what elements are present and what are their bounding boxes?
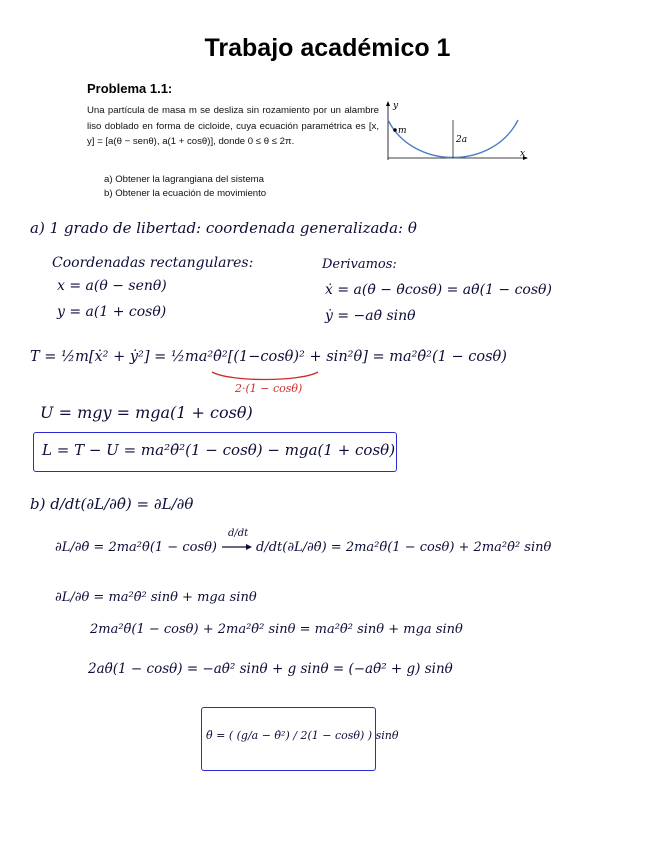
final-equation: θ̈ = ( (g/a − θ̇²) / 2(1 − cosθ) ) sinθ [206,729,399,742]
kinetic-energy-equation: T = ½m[ẋ² + ẏ²] = ½ma²θ̇²[(1−cosθ)² + sin²θ] = ma²θ̇²(1 − cosθ) [30,349,507,365]
step2-equation: 2aθ̈(1 − cosθ) = −aθ̇² sinθ + g sinθ = (−aθ̇² + g) sinθ [88,661,453,677]
dl-dthetadot: ∂L/∂θ̇ = 2ma²θ̇(1 − cosθ) [55,540,218,555]
xdot-equation: ẋ = a(θ̇ − θ̇cosθ) = aθ̇(1 − cosθ) [325,282,552,298]
euler-lagrange-equation: b) d/dt(∂L/∂θ̇) = ∂L/∂θ [30,495,194,513]
y-axis-arrow [386,101,390,106]
x-equation: x = a(θ − senθ) [57,278,167,294]
ddt-result: d/dt(∂L/∂θ̇) = 2ma²θ̈(1 − cosθ) + 2ma²θ̇² sinθ [256,540,552,555]
red-brace-path [212,372,318,380]
page-title: Trabajo académico 1 [204,34,451,62]
red-note: 2·(1 − cosθ) [235,382,303,395]
ydot-equation: ẏ = −aθ̇ sinθ [325,308,416,324]
arrow-head [246,544,252,550]
coords-label: Coordenadas rectangulares: [52,255,254,271]
mass-point [393,128,397,132]
y-equation: y = a(1 + cosθ) [57,304,167,320]
problem-statement: Una partícula de masa m se desliza sin rozamiento por un alambre liso doblado en forma de cicloide, cuya ecuación paramétrica es [x, y] = [a(θ − senθ), a(1 + cosθ)], donde 0 ≤ θ ≤ 2π. [87,105,379,147]
ddt-arrow-label: d/dt [228,528,249,539]
x-label: x [520,149,526,159]
mass-label: m [398,126,407,136]
item-b: b) Obtener la ecuación de movimiento [104,188,267,199]
cycloid-figure [383,100,528,162]
deriv-label: Derivamos: [322,257,397,272]
part-a-heading: a) 1 grado de libertad: coordenada generalizada: θ [30,219,417,237]
problem-title: Problema 1.1: [87,81,173,96]
y-label: y [393,101,399,111]
arrow-right [222,542,252,552]
item-a: a) Obtener la lagrangiana del sistema [104,174,264,185]
lagrangian-equation: L = T − U = ma²θ̇²(1 − cosθ) − mga(1 + cosθ) [42,441,396,459]
step1-equation: 2ma²θ̈(1 − cosθ) + 2ma²θ̇² sinθ = ma²θ̇² sinθ + mga sinθ [90,622,463,637]
problem-items [104,173,266,201]
dl-dtheta: ∂L/∂θ = ma²θ̇² sinθ + mga sinθ [55,590,257,605]
height-label: 2a [456,135,468,145]
potential-energy-equation: U = mgy = mga(1 + cosθ) [40,403,253,422]
